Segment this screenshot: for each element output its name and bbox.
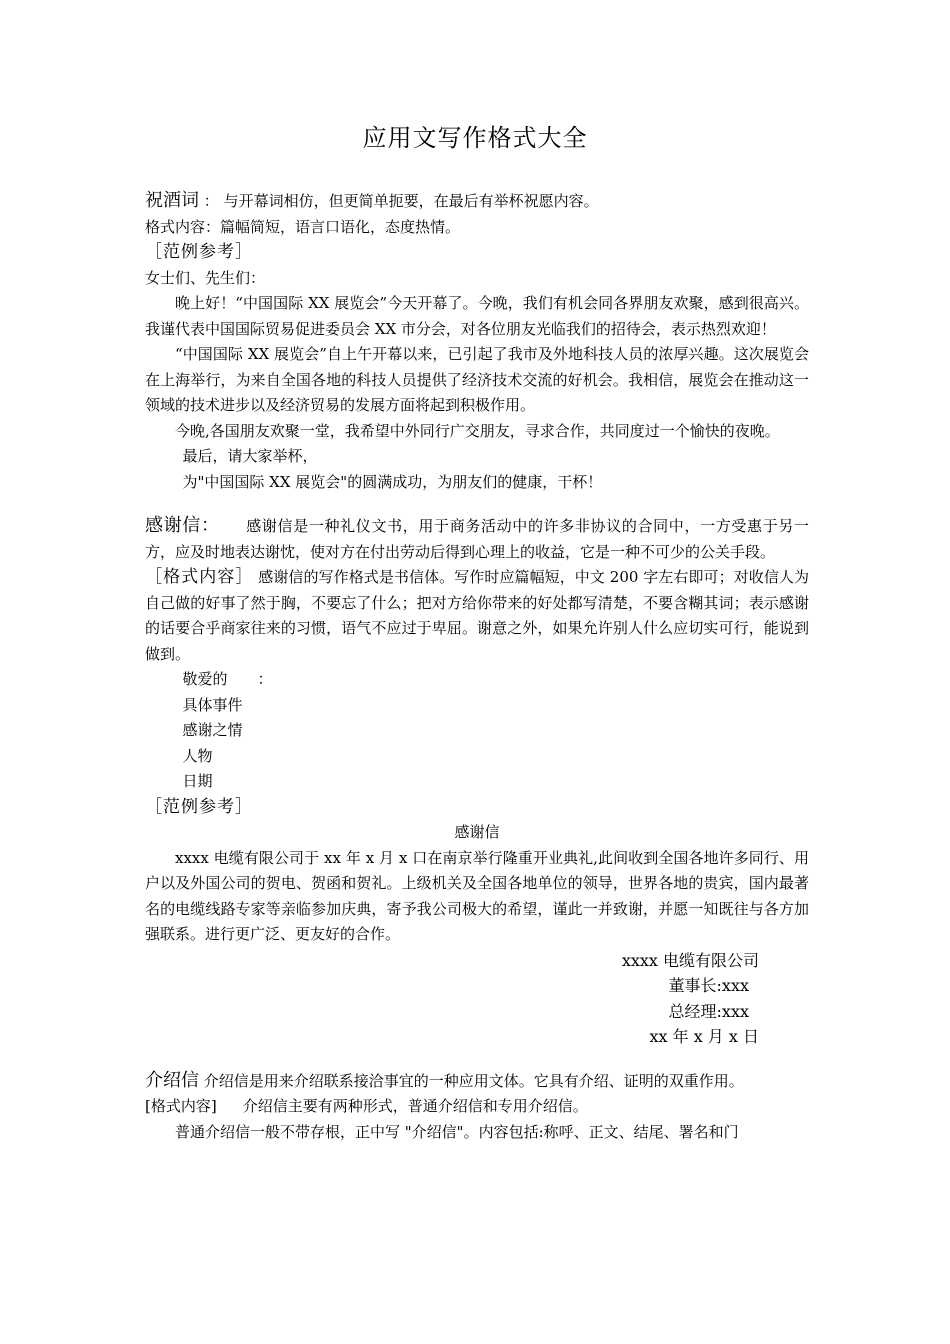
page-title: 应用文写作格式大全 (362, 124, 588, 152)
thanks-format: 感谢信的写作格式是书信体。写作时应篇幅短，中文 200 字左右即可；对收信人为自己做的好事了然于胸，不要忘了什么；把对方给你带来的好处都写清楚，不要含糊其词；表示感谢的话要合乎商家往来的习惯，语气不应过于卑屈。谢意之外，如果允许别人什么应切实可行，能说到做到。 (145, 568, 809, 663)
toast-heading: 祝酒词 (145, 190, 199, 211)
toast-paragraph-5: 为"中国国际 XX 展览会"的圆满成功，为朋友们的健康，干杯！ (182, 472, 603, 491)
outline-item: 日期 (182, 772, 213, 790)
toast-format: 格式内容：篇幅简短，语言口语化，态度热情。 (145, 217, 461, 236)
outline-item: 人物 (182, 746, 213, 765)
section-intro-letter (145, 1068, 809, 1146)
letter-signature (145, 948, 809, 1050)
thanks-heading: 感谢信： (145, 515, 220, 536)
intro-letter-format-label: [格式内容] (145, 1097, 217, 1115)
section-gap (145, 495, 809, 513)
sign-company: xxxx 电缆有限公司 (621, 950, 759, 970)
letter-body: xxxx 电缆有限公司于 xx 年 x 月 x 口在南京举行隆重开业典礼,此间收到全国各地许多同行、用户以及外国公司的贺电、贺函和贺礼。上级机关及全国各地单位的领导，世界各地的贵宾，国内最著名的电缆线路专家等亲临参加庆典，寄予我公司极大的希望，谨此一并致谢，并愿一知既往与各方加强联系。进行更广泛、更友好的合作。 (145, 848, 809, 943)
intro-letter-heading: 介绍信 (145, 1069, 199, 1091)
outline-item: 感谢之情 (182, 721, 243, 739)
toast-paragraph-2: “中国国际 XX 展览会”自上午开幕以来，已引起了我市及外地科技人员的浓厚兴趣。这次展览会在上海举行，为来自全国各地的科技人员提供了经济技术交流的好机会。我相信，展览会在推动这一领域的技术进步以及经济贸易的发展方面将起到积极作用。 (145, 345, 809, 414)
toast-paragraph-4: 最后，请大家举杯， (182, 447, 318, 465)
toast-paragraph-3: 今晚,各国朋友欢聚一堂，我希望中外同行广交朋友，寻求合作，共同度过一个愉快的夜晚。 (175, 421, 780, 440)
intro-letter-line (145, 1068, 809, 1095)
thanks-format-label: ［格式内容］ (145, 567, 254, 587)
outline-item: 具体事件 (182, 695, 243, 714)
sign-date: xx 年 x 月 x 日 (649, 1027, 759, 1046)
toast-intro: 与开幕词相仿，但更简单扼要，在最后有举杯祝愿内容。 (223, 192, 599, 210)
sign-chairman: 董事长:xxx (668, 976, 749, 995)
intro-letter-intro: 介绍信是用来介绍联系接洽事宜的一种应用文体。它具有介绍、证明的双重作用。 (203, 1071, 744, 1090)
section-gap (145, 1050, 809, 1068)
thanks-intro: 感谢信是一种礼仪文书，用于商务活动中的许多非协议的合同中，一方受惠于另一方，应及时地表达谢忱，使对方在付出劳动后得到心理上的收益，它是一种不可少的公关手段。 (145, 517, 809, 561)
intro-letter-format: 介绍信主要有两种形式，普通介绍信和专用介绍信。 (242, 1097, 588, 1115)
outline-item: 敬爱的 ： (182, 670, 273, 688)
letter-title: 感谢信 (454, 823, 500, 841)
toast-intro-line (145, 188, 809, 215)
sign-manager: 总经理:xxx (668, 1001, 749, 1021)
thanks-format-line (145, 565, 809, 667)
thanks-intro-line (145, 513, 809, 565)
thanks-example-label: ［范例参考］ (145, 796, 253, 817)
toast-salutation: 女士们、先生们： (145, 268, 266, 287)
intro-letter-paragraph-1: 普通介绍信一般不带存根，正中写 "介绍信"。内容包括:称呼、正文、结尾、署名和门 (175, 1122, 739, 1141)
toast-example-label: ［范例参考］ (145, 242, 253, 262)
document-body (145, 188, 809, 1145)
intro-letter-format-line (145, 1094, 809, 1120)
toast-paragraph-1: 晚上好！“中国国际 XX 展览会”今天开幕了。今晚，我们有机会同各界朋友欢聚，感到很高兴。我谨代表中国国际贸易促进委员会 XX 市分会，对各位朋友光临我们的招待会，表示热烈欢迎！ (145, 294, 809, 338)
section-thanks (145, 513, 809, 1050)
section-toast (145, 188, 809, 495)
toast-sep: ： (203, 192, 219, 210)
